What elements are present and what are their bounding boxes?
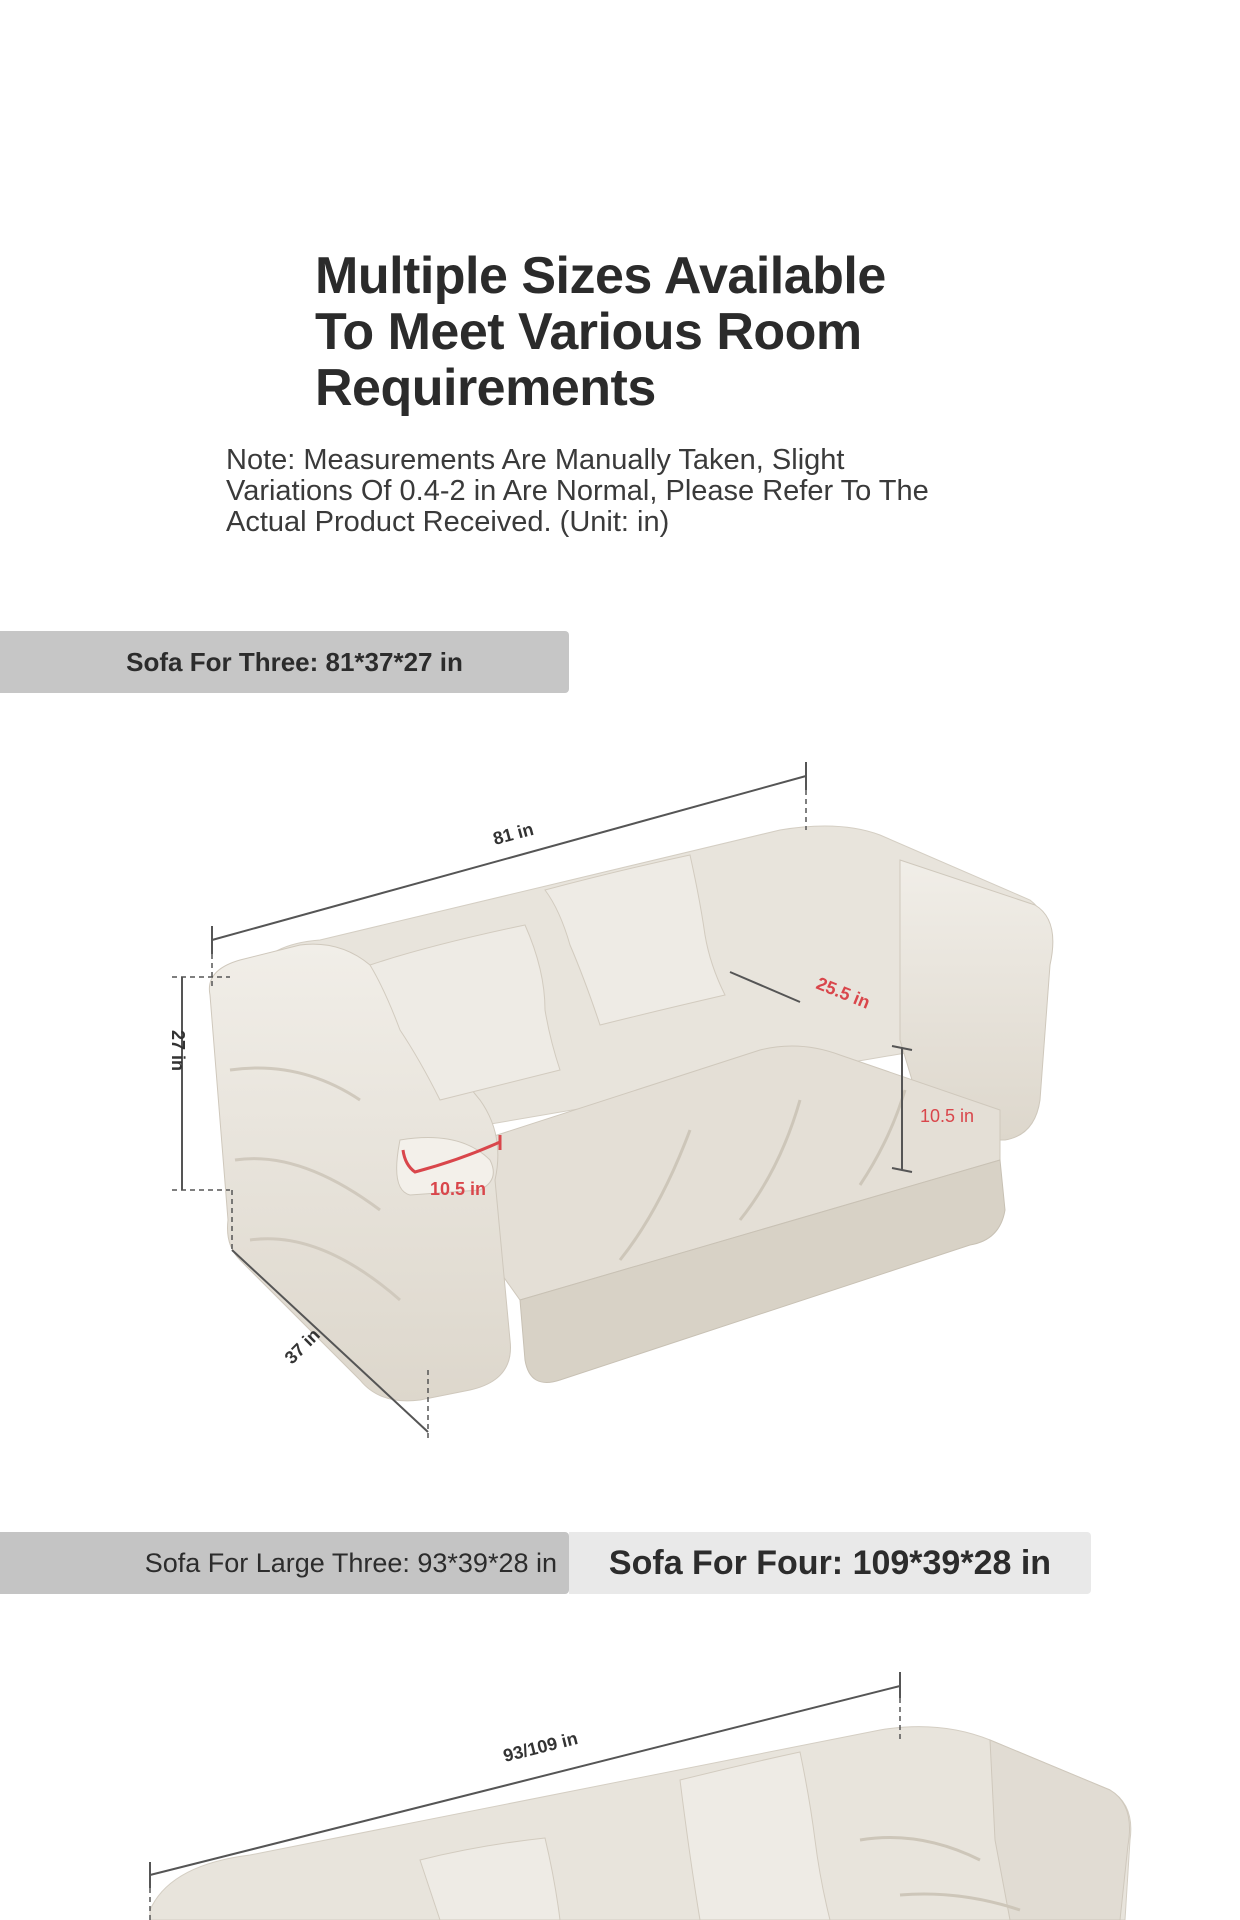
sofa-three-diagram (0, 740, 1240, 1460)
page-title (315, 248, 935, 416)
title-line-2: To Meet Various Room (315, 303, 862, 361)
depth-label: 37 in (280, 1324, 324, 1368)
title-line-3: Requirements (315, 359, 656, 417)
note-line-1: Note: Measurements Are Manually Taken, Slight (226, 444, 845, 476)
seat-depth-label: 25.5 in (813, 973, 873, 1013)
sofa-four-diagram (0, 1640, 1240, 1920)
title-line-1: Multiple Sizes Available (315, 247, 886, 305)
size-tab-three[interactable]: Sofa For Three: 81*37*27 in (0, 631, 569, 693)
measurement-note (226, 445, 1006, 538)
sofa-four-image (150, 1727, 1131, 1920)
note-line-3: Actual Product Received. (Unit: in) (226, 506, 670, 538)
size-tab-large-three[interactable]: Sofa For Large Three: 93*39*28 in (0, 1532, 569, 1594)
height-label: 27 in (168, 1030, 188, 1072)
length-label-2: 93/109 in (501, 1728, 580, 1766)
arm-width-label: 10.5 in (430, 1179, 487, 1199)
length-label: 81 in (490, 818, 536, 849)
note-line-2: Variations Of 0.4-2 in Are Normal, Please Refer To The (226, 475, 929, 507)
seat-height-label: 10.5 in (920, 1106, 975, 1126)
size-tab-four[interactable]: Sofa For Four: 109*39*28 in (569, 1532, 1091, 1594)
